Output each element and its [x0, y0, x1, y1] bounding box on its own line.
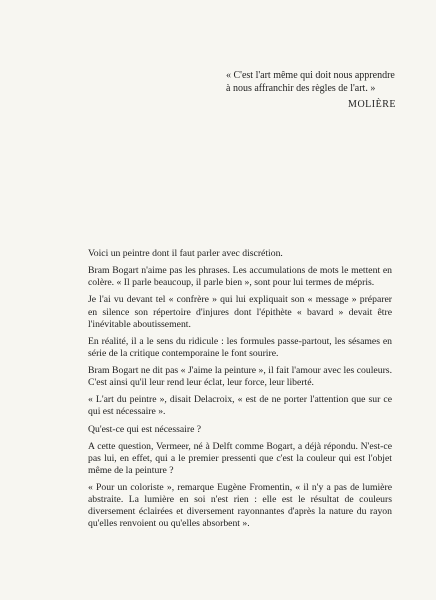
paragraph-3: Je l'ai vu devant tel « confrère » qui lui expliquait son « message » préparer en silence son répertoire d'injures dont l'épithète « bavard » devait être l'inévitable aboutissement.	[88, 294, 392, 330]
paragraph-5: Bram Bogart ne dit pas « J'aime la peinture », il fait l'amour avec les couleurs. C'est ainsi qu'il leur rend leur éclat, leur force, leur liberté.	[88, 365, 392, 389]
epigraph	[226, 70, 396, 112]
paragraph-9: « Pour un coloriste », remarque Eugène Fromentin, « il n'y a pas de lumière abstraite. La lumière en soi n'est rien : elle est le résultat de couleurs diversement éclairées et diversement rayonnantes d'après la nature du rayon qu'elles renvoient ou qu'elles absorbent ».	[88, 482, 392, 530]
body-text	[88, 248, 392, 536]
paragraph-4: En réalité, il a le sens du ridicule : les formules passe-partout, les sésames en série de la critique contemporaine le font sourire.	[88, 335, 392, 359]
paragraph-2: Bram Bogart n'aime pas les phrases. Les accumulations de mots le mettent en colère. « Il parle beaucoup, il parle bien », sont pour lui termes de mépris.	[88, 265, 392, 289]
paragraph-8: A cette question, Vermeer, né à Delft comme Bogart, a déjà répondu. N'est-ce pas lui, en effet, qui a le premier pressenti que c'est la couleur qui est l'objet même de la peinture ?	[88, 440, 392, 476]
epigraph-quote: « C'est l'art même qui doit nous apprendre à nous affranchir des règles de l'art. »	[226, 70, 395, 94]
epigraph-author: MOLIÈRE	[348, 99, 396, 110]
paragraph-6: « L'art du peintre », disait Delacroix, « est de ne porter l'attention que sur ce qui est nécessaire ».	[88, 394, 392, 418]
paragraph-7: Qu'est-ce qui est nécessaire ?	[88, 423, 202, 435]
paragraph-1: Voici un peintre dont il faut parler avec discrétion.	[88, 248, 283, 259]
